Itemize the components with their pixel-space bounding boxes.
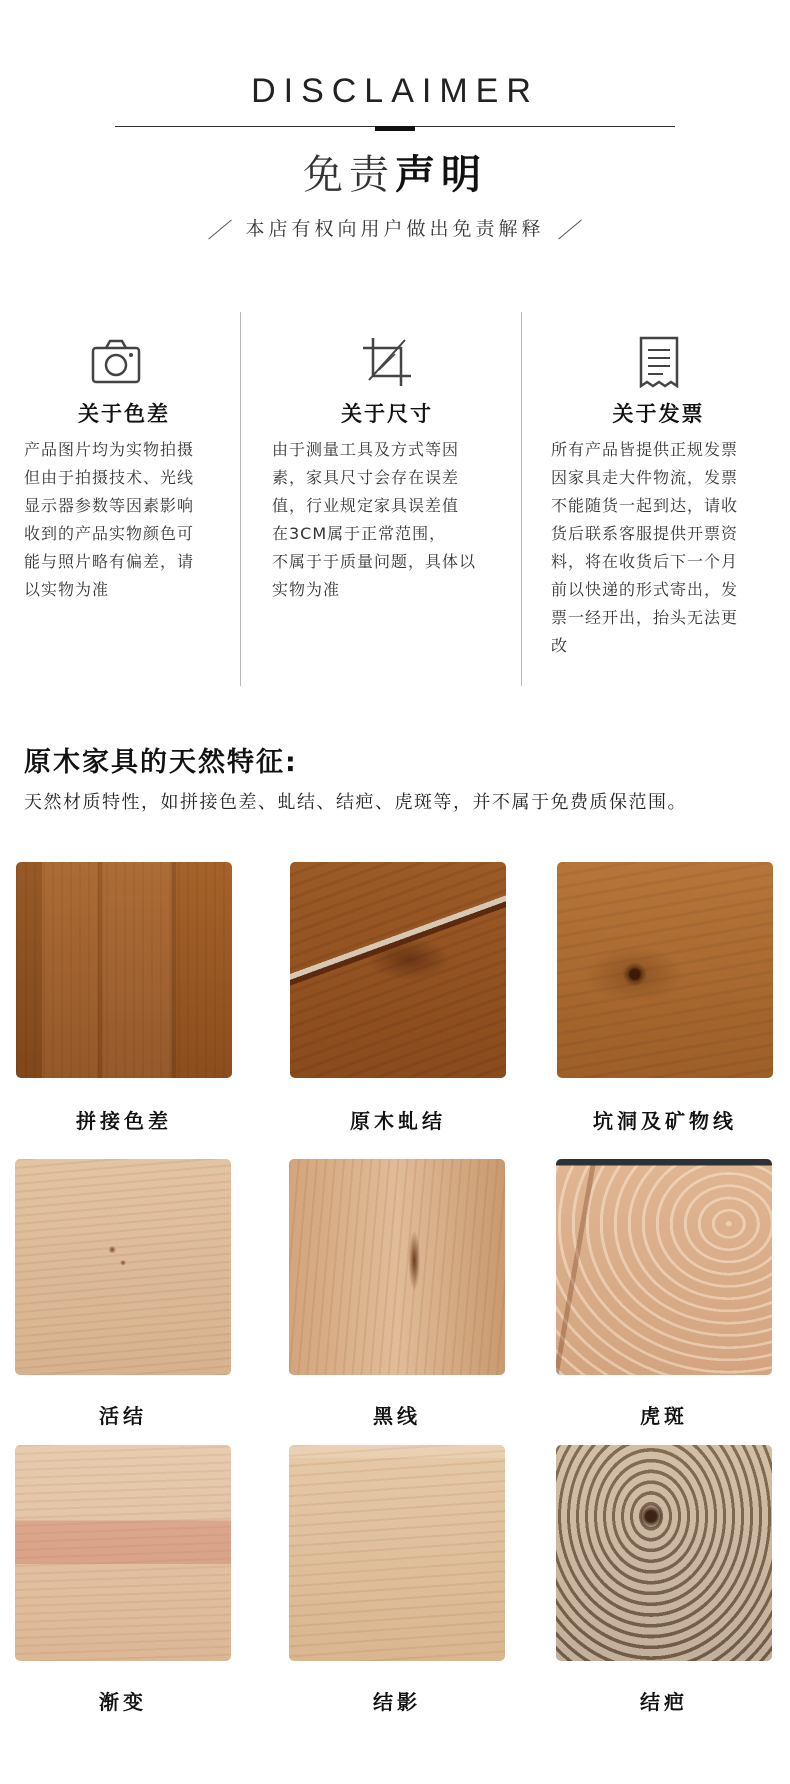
features-title: 原木家具的天然特征:: [24, 747, 298, 778]
sample-label: 原木虬结: [350, 1109, 446, 1133]
title-light-part: 免责: [303, 152, 395, 198]
title-bold-part: 声明: [395, 152, 487, 198]
sample-label: 渐变: [99, 1690, 147, 1714]
wood-sample-image: [16, 862, 232, 1078]
sample-label: 结影: [373, 1690, 421, 1714]
features-description: 天然材质特性，如拼接色差、虬结、结疤、虎斑等，并不属于免费质保范围。: [24, 792, 687, 813]
column-divider: [240, 312, 241, 686]
receipt-icon: [633, 336, 685, 388]
sample-label: 黑线: [373, 1404, 421, 1428]
column-body: 产品图片均为实物拍摄 但由于拍摄技术、光线 显示器参数等因素影响 收到的产品实物颜色可 能与照片略有偏差，请 以实物为准: [24, 440, 195, 599]
wood-sample-image: [556, 1159, 772, 1375]
column-divider: [521, 312, 522, 686]
sample-label: 虎斑: [640, 1404, 688, 1428]
column-title: 关于尺寸: [341, 402, 433, 426]
sample-label: 拼接色差: [76, 1109, 172, 1133]
column-body: 由于测量工具及方式等因 素，家具尺寸会存在误差 值，行业规定家具误差值 在3CM属于正常范围， 不属于于质量问题，具体以 实物为准: [272, 440, 477, 599]
page-title: [0, 143, 790, 200]
wood-sample-image: [557, 862, 773, 1078]
column-title: 关于发票: [612, 402, 705, 426]
sample-label: 结疤: [640, 1690, 688, 1714]
camera-icon: [90, 336, 142, 388]
column-title: 关于色差: [78, 402, 170, 426]
sample-label: 活结: [99, 1404, 147, 1428]
wood-sample-image: [290, 862, 506, 1078]
wood-sample-image: [289, 1159, 505, 1375]
crop-icon: [361, 336, 413, 388]
column-body: 所有产品皆提供正规发票 因家具走大件物流，发票 不能随货一起到达，请收 货后联系客服提供开票资 料，将在收货后下一个月 前以快递的形式寄出，发 票一经开出，抬头无法更 改: [551, 440, 739, 655]
disclaimer-heading: DISCLAIMER: [251, 72, 539, 110]
slash-left: [209, 219, 233, 239]
wood-sample-image: [556, 1445, 772, 1661]
sample-label: 坑洞及矿物线: [593, 1109, 737, 1133]
slash-right: [558, 219, 582, 239]
wood-sample-image: [15, 1159, 231, 1375]
wood-sample-image: [289, 1445, 505, 1661]
subtitle: 本店有权向用户做出免责解释: [245, 218, 545, 240]
header-divider-mark: [375, 126, 415, 131]
wood-sample-image: [15, 1445, 231, 1661]
subtitle-row: [0, 214, 790, 241]
